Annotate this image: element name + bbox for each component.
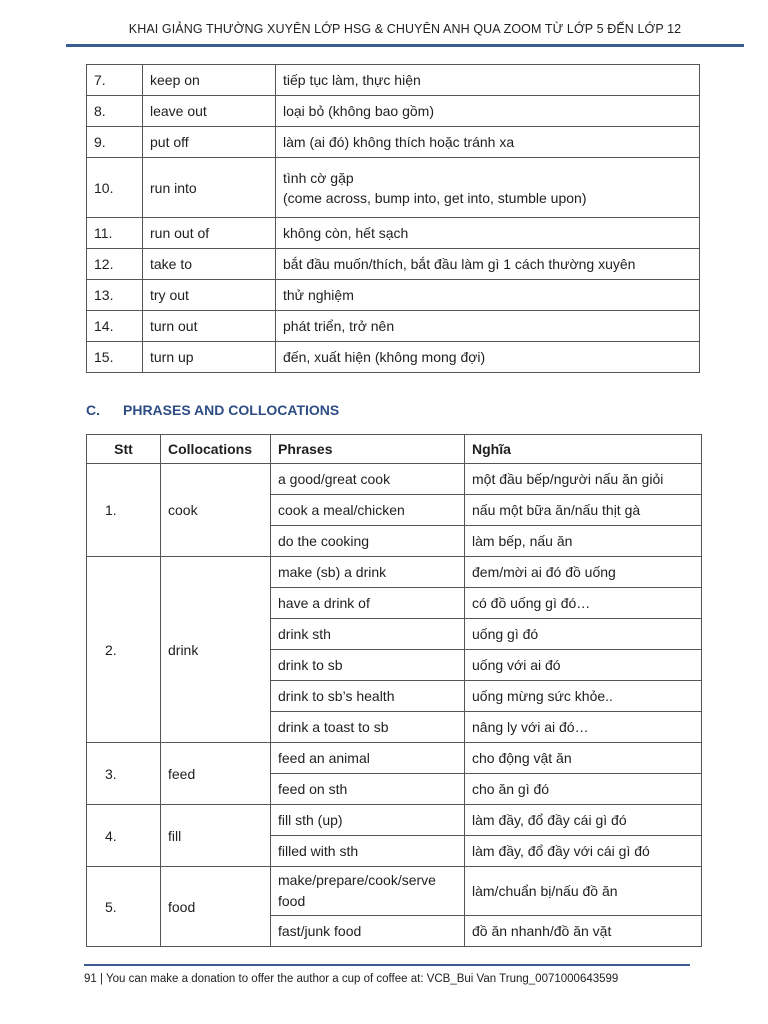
phrasal-verb: take to (143, 249, 276, 280)
collocation-word: cook (161, 464, 271, 557)
phrase-meaning: đồ ăn nhanh/đồ ăn vặt (465, 916, 702, 947)
verb-meaning: tiếp tục làm, thực hiện (276, 65, 700, 96)
header-phrases: Phrases (271, 435, 465, 464)
phrase: drink to sb’s health (271, 681, 465, 712)
phrase-meaning: cho ăn gì đó (465, 774, 702, 805)
row-number: 9. (87, 127, 143, 158)
table-row (87, 127, 700, 158)
phrase-meaning: một đầu bếp/người nấu ăn giỏi (465, 464, 702, 495)
phrase-meaning: đem/mời ai đó đồ uống (465, 557, 702, 588)
footer-divider (84, 964, 690, 966)
table-row (87, 218, 700, 249)
phrase-meaning: cho động vật ăn (465, 743, 702, 774)
collocation-word: drink (161, 557, 271, 743)
table-row (87, 158, 700, 218)
phrasal-verb: put off (143, 127, 276, 158)
table-row (87, 280, 700, 311)
group-number: 4. (87, 805, 161, 867)
phrase: have a drink of (271, 588, 465, 619)
verb-meaning: phát triển, trở nên (276, 311, 700, 342)
section-number: C. (86, 402, 100, 418)
verb-meaning: làm (ai đó) không thích hoặc tránh xa (276, 127, 700, 158)
group-number: 5. (87, 867, 161, 947)
group-number: 2. (87, 557, 161, 743)
page-header: KHAI GIẢNG THƯỜNG XUYÊN LỚP HSG & CHUYÊN ANH QUA ZOOM TỪ LỚP 5 ĐẾN LỚP 12 (128, 22, 682, 36)
phrase: filled with sth (271, 836, 465, 867)
verb-meaning: thử nghiệm (276, 280, 700, 311)
phrase: drink to sb (271, 650, 465, 681)
row-number: 10. (87, 158, 143, 218)
phrasal-verb: run into (143, 158, 276, 218)
collocation-word: food (161, 867, 271, 947)
phrase: do the cooking (271, 526, 465, 557)
verb-meaning: bắt đầu muốn/thích, bắt đầu làm gì 1 cách thường xuyên (276, 249, 700, 280)
phrase: make/prepare/cook/serve food (271, 867, 465, 916)
phrase-meaning: uống gì đó (465, 619, 702, 650)
table-row (87, 464, 702, 495)
verb-meaning-cell (276, 158, 700, 218)
phrase-meaning: nấu một bữa ăn/nấu thịt gà (465, 495, 702, 526)
phrasal-verbs-table (86, 64, 700, 373)
phrasal-verb: keep on (143, 65, 276, 96)
table-row (87, 743, 702, 774)
verb-synonyms: (come across, bump into, get into, stumble upon) (283, 189, 587, 206)
table-row (87, 249, 700, 280)
header-meaning: Nghĩa (465, 435, 702, 464)
phrase-meaning: làm đầy, đổ đầy với cái gì đó (465, 836, 702, 867)
collocation-word: fill (161, 805, 271, 867)
phrase-meaning: uống mừng sức khỏe.. (465, 681, 702, 712)
row-number: 8. (87, 96, 143, 127)
header-divider (66, 44, 744, 47)
table-row (87, 557, 702, 588)
phrase: fast/junk food (271, 916, 465, 947)
phrase: make (sb) a drink (271, 557, 465, 588)
phrasal-verb: run out of (143, 218, 276, 249)
phrasal-verb: leave out (143, 96, 276, 127)
phrase-meaning: làm bếp, nấu ăn (465, 526, 702, 557)
phrasal-verb: try out (143, 280, 276, 311)
phrase-meaning: có đồ uống gì đó… (465, 588, 702, 619)
phrasal-verb: turn out (143, 311, 276, 342)
phrase: drink sth (271, 619, 465, 650)
phrase: feed an animal (271, 743, 465, 774)
section-heading (86, 402, 339, 418)
phrase: fill sth (up) (271, 805, 465, 836)
table-row (87, 867, 702, 916)
phrasal-verb: turn up (143, 342, 276, 373)
group-number: 1. (87, 464, 161, 557)
table-row (87, 311, 700, 342)
table-header-row (87, 435, 702, 464)
group-number: 3. (87, 743, 161, 805)
table-row (87, 96, 700, 127)
table-row (87, 342, 700, 373)
row-number: 13. (87, 280, 143, 311)
page-footer: 91 | You can make a donation to offer the author a cup of coffee at: VCB_Bui Van Trung_0071000643599 (84, 973, 619, 985)
header-collocations: Collocations (161, 435, 271, 464)
verb-meaning: tình cờ gặp (283, 169, 354, 186)
collocation-word: feed (161, 743, 271, 805)
row-number: 11. (87, 218, 143, 249)
collocations-table (86, 434, 702, 947)
phrase: drink a toast to sb (271, 712, 465, 743)
phrase-meaning: uống với ai đó (465, 650, 702, 681)
table-row (87, 805, 702, 836)
header-stt: Stt (87, 435, 161, 464)
verb-meaning: đến, xuất hiện (không mong đợi) (276, 342, 700, 373)
phrase: cook a meal/chicken (271, 495, 465, 526)
phrase-meaning: nâng ly với ai đó… (465, 712, 702, 743)
section-title: PHRASES AND COLLOCATIONS (123, 402, 340, 418)
verb-meaning: loại bỏ (không bao gồm) (276, 96, 700, 127)
phrase-meaning: làm đầy, đổ đầy cái gì đó (465, 805, 702, 836)
phrase-meaning: làm/chuẩn bị/nấu đồ ăn (465, 867, 702, 916)
phrase: feed on sth (271, 774, 465, 805)
row-number: 12. (87, 249, 143, 280)
table-row (87, 65, 700, 96)
phrase: a good/great cook (271, 464, 465, 495)
row-number: 7. (87, 65, 143, 96)
verb-meaning: không còn, hết sạch (276, 218, 700, 249)
row-number: 14. (87, 311, 143, 342)
row-number: 15. (87, 342, 143, 373)
